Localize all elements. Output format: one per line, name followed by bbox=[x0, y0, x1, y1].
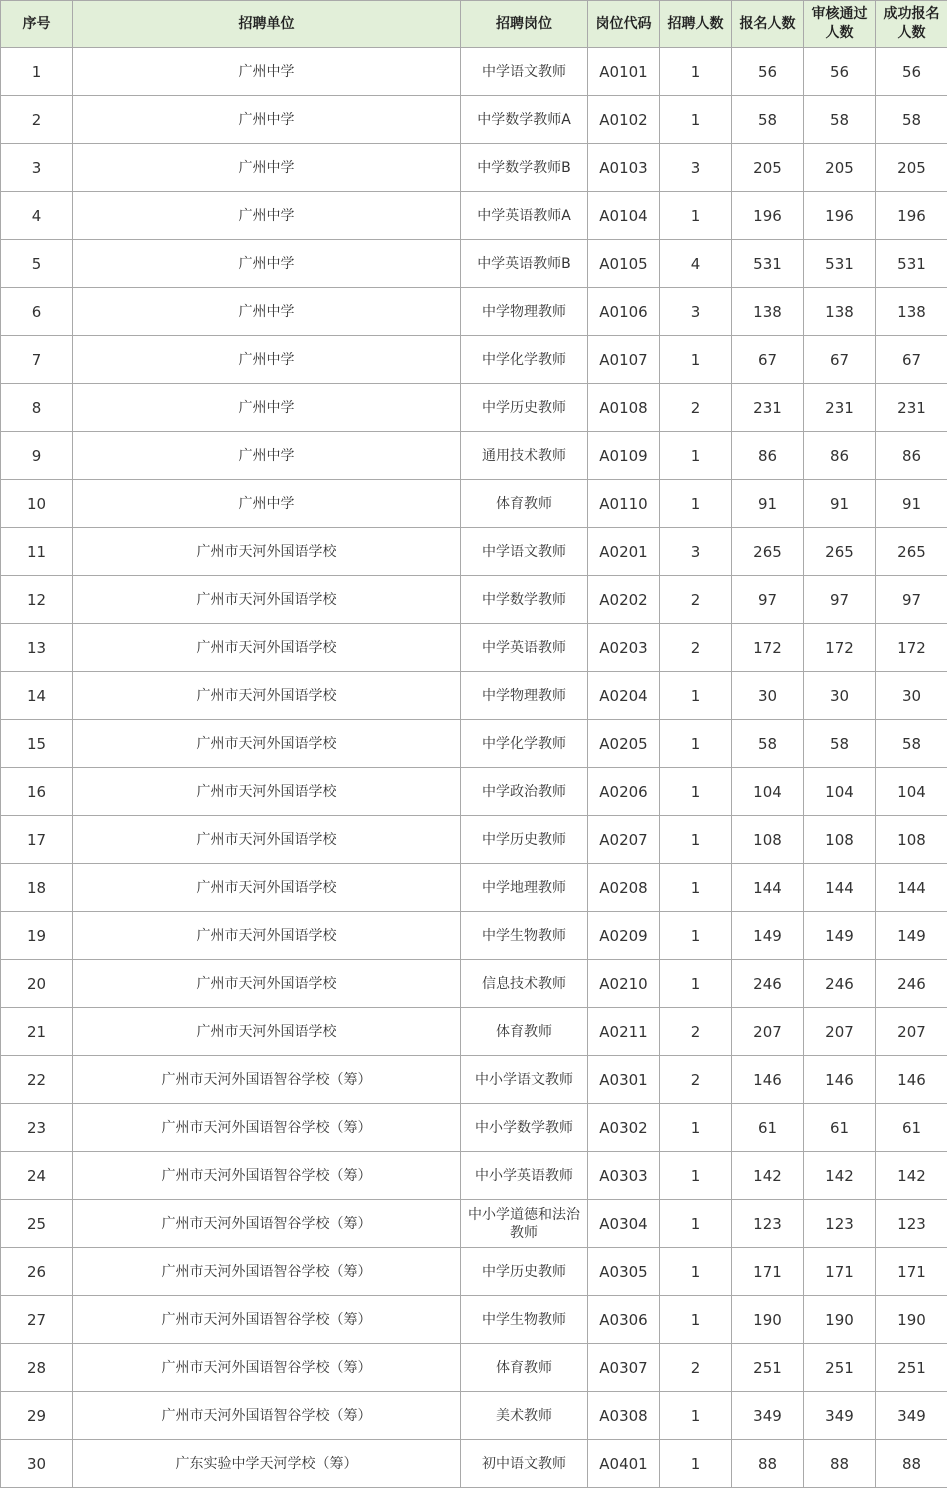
cell-success: 190 bbox=[876, 1296, 947, 1344]
cell-code: A0109 bbox=[588, 432, 660, 480]
cell-approved: 207 bbox=[804, 1008, 876, 1056]
cell-success: 171 bbox=[876, 1248, 947, 1296]
cell-position: 中小学英语教师 bbox=[461, 1152, 588, 1200]
cell-success: 149 bbox=[876, 912, 947, 960]
cell-applicants: 138 bbox=[732, 288, 804, 336]
cell-hires: 4 bbox=[660, 240, 732, 288]
cell-hires: 3 bbox=[660, 288, 732, 336]
cell-unit: 广州中学 bbox=[73, 432, 461, 480]
cell-index: 22 bbox=[1, 1056, 73, 1104]
cell-hires: 2 bbox=[660, 624, 732, 672]
cell-success: 196 bbox=[876, 192, 947, 240]
cell-approved: 265 bbox=[804, 528, 876, 576]
cell-hires: 1 bbox=[660, 720, 732, 768]
cell-applicants: 58 bbox=[732, 720, 804, 768]
cell-applicants: 86 bbox=[732, 432, 804, 480]
cell-hires: 1 bbox=[660, 96, 732, 144]
cell-approved: 172 bbox=[804, 624, 876, 672]
cell-approved: 86 bbox=[804, 432, 876, 480]
cell-code: A0205 bbox=[588, 720, 660, 768]
cell-applicants: 146 bbox=[732, 1056, 804, 1104]
cell-approved: 251 bbox=[804, 1344, 876, 1392]
table-row bbox=[1, 432, 947, 480]
table-row bbox=[1, 1200, 947, 1248]
cell-position: 中学地理教师 bbox=[461, 864, 588, 912]
cell-unit: 广州市天河外国语学校 bbox=[73, 960, 461, 1008]
cell-unit: 广州市天河外国语学校 bbox=[73, 912, 461, 960]
cell-approved: 142 bbox=[804, 1152, 876, 1200]
cell-success: 30 bbox=[876, 672, 947, 720]
cell-approved: 196 bbox=[804, 192, 876, 240]
cell-code: A0105 bbox=[588, 240, 660, 288]
cell-position: 通用技术教师 bbox=[461, 432, 588, 480]
cell-success: 91 bbox=[876, 480, 947, 528]
cell-approved: 97 bbox=[804, 576, 876, 624]
cell-index: 9 bbox=[1, 432, 73, 480]
cell-hires: 1 bbox=[660, 336, 732, 384]
table-row bbox=[1, 1344, 947, 1392]
cell-index: 16 bbox=[1, 768, 73, 816]
cell-index: 2 bbox=[1, 96, 73, 144]
cell-hires: 2 bbox=[660, 384, 732, 432]
cell-code: A0302 bbox=[588, 1104, 660, 1152]
cell-applicants: 246 bbox=[732, 960, 804, 1008]
cell-index: 21 bbox=[1, 1008, 73, 1056]
cell-unit: 广州市天河外国语学校 bbox=[73, 864, 461, 912]
cell-code: A0204 bbox=[588, 672, 660, 720]
cell-hires: 1 bbox=[660, 1392, 732, 1440]
table-row bbox=[1, 288, 947, 336]
cell-applicants: 196 bbox=[732, 192, 804, 240]
cell-success: 207 bbox=[876, 1008, 947, 1056]
cell-hires: 1 bbox=[660, 768, 732, 816]
cell-code: A0102 bbox=[588, 96, 660, 144]
cell-approved: 61 bbox=[804, 1104, 876, 1152]
table-row bbox=[1, 240, 947, 288]
cell-applicants: 61 bbox=[732, 1104, 804, 1152]
cell-index: 10 bbox=[1, 480, 73, 528]
cell-index: 11 bbox=[1, 528, 73, 576]
cell-approved: 190 bbox=[804, 1296, 876, 1344]
cell-position: 中小学道德和法治教师 bbox=[461, 1200, 588, 1248]
cell-position: 中学英语教师 bbox=[461, 624, 588, 672]
cell-approved: 349 bbox=[804, 1392, 876, 1440]
cell-success: 97 bbox=[876, 576, 947, 624]
cell-unit: 广州市天河外国语智谷学校（筹） bbox=[73, 1392, 461, 1440]
table-row bbox=[1, 816, 947, 864]
cell-unit: 广州市天河外国语智谷学校（筹） bbox=[73, 1200, 461, 1248]
cell-unit: 广东实验中学天河学校（筹） bbox=[73, 1440, 461, 1488]
cell-applicants: 104 bbox=[732, 768, 804, 816]
cell-position: 体育教师 bbox=[461, 1008, 588, 1056]
header-position: 招聘岗位 bbox=[461, 1, 588, 48]
cell-approved: 88 bbox=[804, 1440, 876, 1488]
cell-approved: 144 bbox=[804, 864, 876, 912]
cell-index: 13 bbox=[1, 624, 73, 672]
cell-applicants: 91 bbox=[732, 480, 804, 528]
cell-applicants: 172 bbox=[732, 624, 804, 672]
table-row bbox=[1, 864, 947, 912]
cell-success: 67 bbox=[876, 336, 947, 384]
cell-hires: 1 bbox=[660, 960, 732, 1008]
cell-applicants: 531 bbox=[732, 240, 804, 288]
header-index: 序号 bbox=[1, 1, 73, 48]
cell-unit: 广州中学 bbox=[73, 336, 461, 384]
cell-unit: 广州市天河外国语学校 bbox=[73, 816, 461, 864]
cell-success: 172 bbox=[876, 624, 947, 672]
header-approved bbox=[804, 1, 876, 48]
table-row bbox=[1, 480, 947, 528]
cell-code: A0206 bbox=[588, 768, 660, 816]
cell-code: A0303 bbox=[588, 1152, 660, 1200]
table-header bbox=[1, 1, 947, 48]
cell-applicants: 231 bbox=[732, 384, 804, 432]
cell-hires: 1 bbox=[660, 1440, 732, 1488]
cell-unit: 广州市天河外国语智谷学校（筹） bbox=[73, 1296, 461, 1344]
cell-hires: 1 bbox=[660, 1200, 732, 1248]
cell-position: 初中语文教师 bbox=[461, 1440, 588, 1488]
cell-position: 中学数学教师A bbox=[461, 96, 588, 144]
cell-approved: 149 bbox=[804, 912, 876, 960]
cell-code: A0104 bbox=[588, 192, 660, 240]
cell-hires: 1 bbox=[660, 1296, 732, 1344]
cell-code: A0103 bbox=[588, 144, 660, 192]
cell-hires: 3 bbox=[660, 528, 732, 576]
cell-applicants: 349 bbox=[732, 1392, 804, 1440]
cell-approved: 171 bbox=[804, 1248, 876, 1296]
cell-position: 中学英语教师B bbox=[461, 240, 588, 288]
table-row bbox=[1, 96, 947, 144]
table-row bbox=[1, 1248, 947, 1296]
cell-index: 20 bbox=[1, 960, 73, 1008]
cell-index: 5 bbox=[1, 240, 73, 288]
cell-position: 中学语文教师 bbox=[461, 48, 588, 96]
cell-approved: 246 bbox=[804, 960, 876, 1008]
cell-applicants: 251 bbox=[732, 1344, 804, 1392]
cell-index: 27 bbox=[1, 1296, 73, 1344]
cell-success: 88 bbox=[876, 1440, 947, 1488]
table-row bbox=[1, 1104, 947, 1152]
cell-code: A0209 bbox=[588, 912, 660, 960]
cell-position: 中学历史教师 bbox=[461, 1248, 588, 1296]
cell-success: 123 bbox=[876, 1200, 947, 1248]
cell-success: 58 bbox=[876, 96, 947, 144]
cell-code: A0203 bbox=[588, 624, 660, 672]
cell-index: 3 bbox=[1, 144, 73, 192]
cell-index: 28 bbox=[1, 1344, 73, 1392]
cell-applicants: 142 bbox=[732, 1152, 804, 1200]
table-row bbox=[1, 1440, 947, 1488]
cell-approved: 531 bbox=[804, 240, 876, 288]
cell-index: 29 bbox=[1, 1392, 73, 1440]
cell-position: 体育教师 bbox=[461, 1344, 588, 1392]
header-applicants: 报名人数 bbox=[732, 1, 804, 48]
cell-unit: 广州市天河外国语学校 bbox=[73, 768, 461, 816]
header-code: 岗位代码 bbox=[588, 1, 660, 48]
cell-applicants: 205 bbox=[732, 144, 804, 192]
cell-success: 104 bbox=[876, 768, 947, 816]
cell-index: 18 bbox=[1, 864, 73, 912]
cell-success: 138 bbox=[876, 288, 947, 336]
table-row bbox=[1, 624, 947, 672]
header-approved-line2: 人数 bbox=[825, 25, 854, 41]
cell-index: 7 bbox=[1, 336, 73, 384]
cell-code: A0107 bbox=[588, 336, 660, 384]
table-row bbox=[1, 912, 947, 960]
cell-success: 108 bbox=[876, 816, 947, 864]
cell-unit: 广州中学 bbox=[73, 48, 461, 96]
cell-position: 中学历史教师 bbox=[461, 384, 588, 432]
cell-unit: 广州市天河外国语学校 bbox=[73, 1008, 461, 1056]
cell-code: A0208 bbox=[588, 864, 660, 912]
cell-approved: 56 bbox=[804, 48, 876, 96]
table-body bbox=[1, 48, 947, 1488]
table-row bbox=[1, 672, 947, 720]
cell-applicants: 97 bbox=[732, 576, 804, 624]
cell-code: A0308 bbox=[588, 1392, 660, 1440]
cell-position: 中学数学教师 bbox=[461, 576, 588, 624]
table-row bbox=[1, 1392, 947, 1440]
cell-applicants: 30 bbox=[732, 672, 804, 720]
cell-code: A0304 bbox=[588, 1200, 660, 1248]
cell-approved: 123 bbox=[804, 1200, 876, 1248]
cell-unit: 广州市天河外国语智谷学校（筹） bbox=[73, 1344, 461, 1392]
cell-code: A0101 bbox=[588, 48, 660, 96]
cell-index: 26 bbox=[1, 1248, 73, 1296]
cell-index: 4 bbox=[1, 192, 73, 240]
cell-code: A0202 bbox=[588, 576, 660, 624]
cell-success: 144 bbox=[876, 864, 947, 912]
cell-applicants: 144 bbox=[732, 864, 804, 912]
cell-code: A0201 bbox=[588, 528, 660, 576]
cell-approved: 67 bbox=[804, 336, 876, 384]
cell-code: A0305 bbox=[588, 1248, 660, 1296]
cell-position: 中学语文教师 bbox=[461, 528, 588, 576]
cell-index: 15 bbox=[1, 720, 73, 768]
header-success-line2: 人数 bbox=[897, 25, 926, 41]
cell-index: 14 bbox=[1, 672, 73, 720]
cell-hires: 1 bbox=[660, 672, 732, 720]
cell-position: 美术教师 bbox=[461, 1392, 588, 1440]
cell-hires: 2 bbox=[660, 576, 732, 624]
cell-position: 信息技术教师 bbox=[461, 960, 588, 1008]
cell-position: 中学历史教师 bbox=[461, 816, 588, 864]
cell-index: 1 bbox=[1, 48, 73, 96]
table-row bbox=[1, 336, 947, 384]
cell-position: 中学数学教师B bbox=[461, 144, 588, 192]
cell-code: A0401 bbox=[588, 1440, 660, 1488]
cell-hires: 1 bbox=[660, 816, 732, 864]
table-row bbox=[1, 720, 947, 768]
table-row bbox=[1, 1152, 947, 1200]
cell-hires: 1 bbox=[660, 1104, 732, 1152]
cell-hires: 1 bbox=[660, 432, 732, 480]
cell-code: A0207 bbox=[588, 816, 660, 864]
cell-hires: 3 bbox=[660, 144, 732, 192]
cell-unit: 广州市天河外国语学校 bbox=[73, 624, 461, 672]
table-row bbox=[1, 576, 947, 624]
cell-hires: 1 bbox=[660, 48, 732, 96]
header-row bbox=[1, 1, 947, 48]
cell-success: 231 bbox=[876, 384, 947, 432]
header-approved-line1: 审核通过 bbox=[811, 6, 868, 22]
cell-hires: 2 bbox=[660, 1008, 732, 1056]
cell-success: 56 bbox=[876, 48, 947, 96]
cell-success: 246 bbox=[876, 960, 947, 1008]
cell-code: A0301 bbox=[588, 1056, 660, 1104]
cell-applicants: 67 bbox=[732, 336, 804, 384]
cell-unit: 广州市天河外国语智谷学校（筹） bbox=[73, 1104, 461, 1152]
cell-hires: 1 bbox=[660, 1248, 732, 1296]
cell-success: 58 bbox=[876, 720, 947, 768]
cell-success: 265 bbox=[876, 528, 947, 576]
cell-index: 23 bbox=[1, 1104, 73, 1152]
cell-unit: 广州中学 bbox=[73, 240, 461, 288]
cell-approved: 146 bbox=[804, 1056, 876, 1104]
cell-success: 349 bbox=[876, 1392, 947, 1440]
cell-applicants: 171 bbox=[732, 1248, 804, 1296]
cell-success: 142 bbox=[876, 1152, 947, 1200]
cell-index: 17 bbox=[1, 816, 73, 864]
cell-approved: 58 bbox=[804, 720, 876, 768]
cell-position: 中学英语教师A bbox=[461, 192, 588, 240]
cell-success: 61 bbox=[876, 1104, 947, 1152]
cell-position: 中学政治教师 bbox=[461, 768, 588, 816]
cell-code: A0106 bbox=[588, 288, 660, 336]
header-unit: 招聘单位 bbox=[73, 1, 461, 48]
cell-code: A0210 bbox=[588, 960, 660, 1008]
cell-unit: 广州中学 bbox=[73, 384, 461, 432]
cell-hires: 1 bbox=[660, 1152, 732, 1200]
cell-code: A0110 bbox=[588, 480, 660, 528]
cell-applicants: 149 bbox=[732, 912, 804, 960]
cell-code: A0306 bbox=[588, 1296, 660, 1344]
cell-applicants: 207 bbox=[732, 1008, 804, 1056]
cell-approved: 58 bbox=[804, 96, 876, 144]
cell-position: 中学化学教师 bbox=[461, 336, 588, 384]
cell-success: 251 bbox=[876, 1344, 947, 1392]
cell-approved: 30 bbox=[804, 672, 876, 720]
cell-unit: 广州市天河外国语智谷学校（筹） bbox=[73, 1152, 461, 1200]
cell-approved: 91 bbox=[804, 480, 876, 528]
cell-unit: 广州市天河外国语学校 bbox=[73, 672, 461, 720]
table-row bbox=[1, 960, 947, 1008]
cell-success: 146 bbox=[876, 1056, 947, 1104]
cell-unit: 广州中学 bbox=[73, 192, 461, 240]
cell-hires: 2 bbox=[660, 1344, 732, 1392]
cell-unit: 广州市天河外国语智谷学校（筹） bbox=[73, 1248, 461, 1296]
cell-success: 531 bbox=[876, 240, 947, 288]
cell-position: 中学物理教师 bbox=[461, 288, 588, 336]
cell-applicants: 56 bbox=[732, 48, 804, 96]
header-hires: 招聘人数 bbox=[660, 1, 732, 48]
table-row bbox=[1, 1296, 947, 1344]
cell-approved: 108 bbox=[804, 816, 876, 864]
cell-hires: 1 bbox=[660, 864, 732, 912]
cell-applicants: 108 bbox=[732, 816, 804, 864]
header-success bbox=[876, 1, 947, 48]
cell-hires: 1 bbox=[660, 480, 732, 528]
cell-hires: 1 bbox=[660, 192, 732, 240]
cell-code: A0307 bbox=[588, 1344, 660, 1392]
cell-position: 中学生物教师 bbox=[461, 1296, 588, 1344]
cell-index: 25 bbox=[1, 1200, 73, 1248]
cell-unit: 广州中学 bbox=[73, 144, 461, 192]
table-row bbox=[1, 1056, 947, 1104]
cell-code: A0211 bbox=[588, 1008, 660, 1056]
cell-position: 体育教师 bbox=[461, 480, 588, 528]
table-row bbox=[1, 192, 947, 240]
cell-approved: 231 bbox=[804, 384, 876, 432]
table-row bbox=[1, 48, 947, 96]
cell-unit: 广州市天河外国语学校 bbox=[73, 528, 461, 576]
cell-position: 中学物理教师 bbox=[461, 672, 588, 720]
cell-hires: 1 bbox=[660, 912, 732, 960]
cell-index: 30 bbox=[1, 1440, 73, 1488]
cell-index: 6 bbox=[1, 288, 73, 336]
cell-unit: 广州中学 bbox=[73, 288, 461, 336]
cell-index: 24 bbox=[1, 1152, 73, 1200]
cell-applicants: 58 bbox=[732, 96, 804, 144]
cell-hires: 2 bbox=[660, 1056, 732, 1104]
cell-index: 8 bbox=[1, 384, 73, 432]
table-row bbox=[1, 1008, 947, 1056]
cell-applicants: 190 bbox=[732, 1296, 804, 1344]
table-row bbox=[1, 144, 947, 192]
cell-code: A0108 bbox=[588, 384, 660, 432]
cell-position: 中学生物教师 bbox=[461, 912, 588, 960]
cell-unit: 广州中学 bbox=[73, 96, 461, 144]
cell-position: 中小学语文教师 bbox=[461, 1056, 588, 1104]
cell-position: 中学化学教师 bbox=[461, 720, 588, 768]
table-row bbox=[1, 528, 947, 576]
cell-unit: 广州市天河外国语智谷学校（筹） bbox=[73, 1056, 461, 1104]
cell-applicants: 123 bbox=[732, 1200, 804, 1248]
cell-position: 中小学数学教师 bbox=[461, 1104, 588, 1152]
cell-success: 86 bbox=[876, 432, 947, 480]
table-row bbox=[1, 384, 947, 432]
cell-unit: 广州中学 bbox=[73, 480, 461, 528]
header-success-line1: 成功报名 bbox=[883, 6, 940, 22]
cell-success: 205 bbox=[876, 144, 947, 192]
table-row bbox=[1, 768, 947, 816]
cell-approved: 104 bbox=[804, 768, 876, 816]
cell-unit: 广州市天河外国语学校 bbox=[73, 576, 461, 624]
cell-applicants: 265 bbox=[732, 528, 804, 576]
cell-index: 19 bbox=[1, 912, 73, 960]
cell-index: 12 bbox=[1, 576, 73, 624]
cell-unit: 广州市天河外国语学校 bbox=[73, 720, 461, 768]
cell-approved: 138 bbox=[804, 288, 876, 336]
cell-approved: 205 bbox=[804, 144, 876, 192]
cell-applicants: 88 bbox=[732, 1440, 804, 1488]
